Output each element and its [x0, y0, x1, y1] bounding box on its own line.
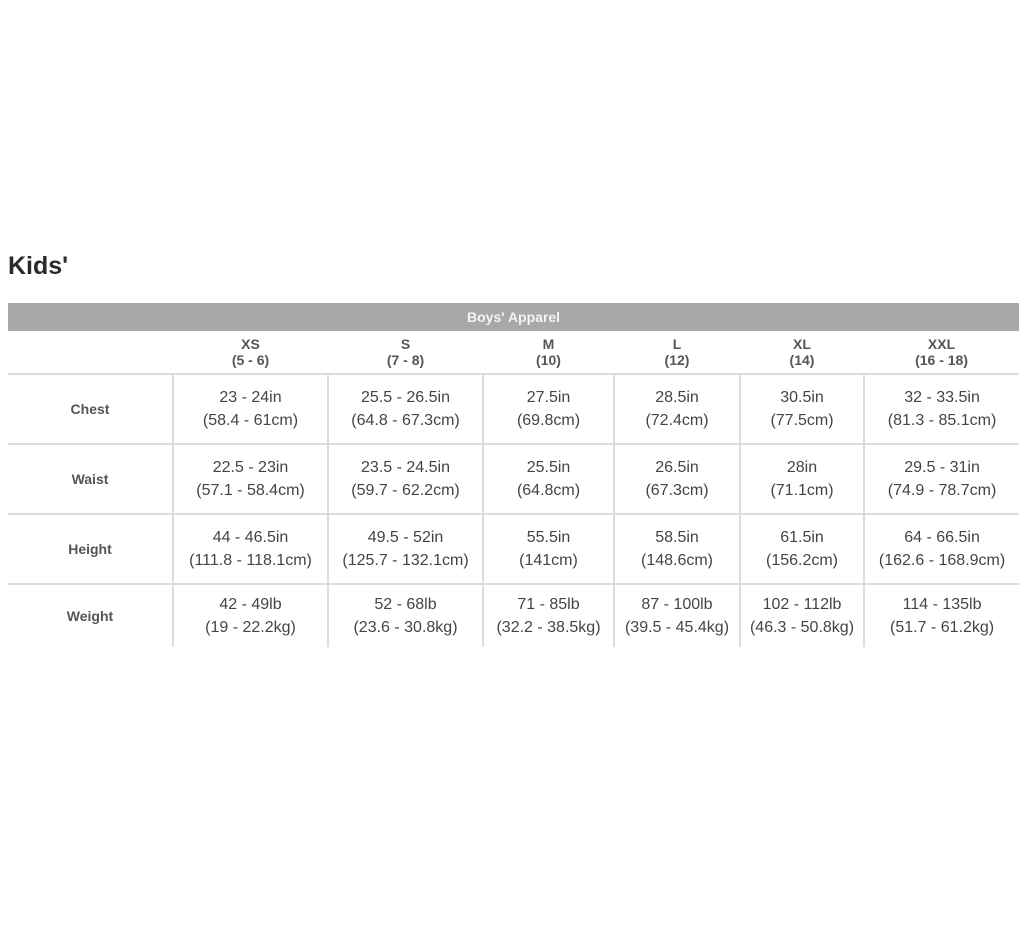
- imperial-value: 28in: [786, 459, 818, 476]
- metric-value: (71.1cm): [770, 482, 834, 499]
- imperial-value: 28.5in: [655, 389, 699, 406]
- size-header-xxl: [864, 331, 1019, 374]
- imperial-value: 52 - 68lb: [374, 596, 437, 613]
- size-header-m: [483, 331, 614, 374]
- imperial-value: 42 - 49lb: [219, 596, 282, 613]
- metric-value: (32.2 - 38.5kg): [496, 619, 601, 636]
- measurement-cell: [740, 444, 864, 514]
- page-title: Kids': [8, 252, 69, 280]
- imperial-value: 30.5in: [780, 389, 824, 406]
- metric-value: (67.3cm): [645, 482, 709, 499]
- table-banner: Boys' Apparel: [8, 303, 1019, 331]
- measurement-cell: [614, 584, 740, 647]
- imperial-value: 55.5in: [526, 529, 571, 546]
- size-age: (5 - 6): [231, 352, 270, 368]
- measurement-cell: [864, 584, 1019, 647]
- imperial-value: 25.5 - 26.5in: [361, 389, 450, 406]
- imperial-value: 61.5in: [780, 529, 824, 546]
- size-header-l: [614, 331, 740, 374]
- size-code: XXL: [927, 336, 956, 352]
- row-label: Chest: [8, 374, 173, 444]
- size-age: (14): [789, 352, 815, 368]
- size-code: L: [672, 336, 682, 352]
- size-header-xl: [740, 331, 864, 374]
- measurement-cell: [173, 444, 328, 514]
- metric-value: (39.5 - 45.4kg): [624, 619, 730, 636]
- size-header-row: [8, 331, 1019, 374]
- size-age: (12): [664, 352, 690, 368]
- measurement-cell: [483, 514, 614, 584]
- metric-value: (57.1 - 58.4cm): [196, 482, 305, 499]
- metric-value: (81.3 - 85.1cm): [887, 412, 997, 429]
- measurement-cell: [173, 584, 328, 647]
- measurement-cell: [483, 444, 614, 514]
- size-code: XL: [793, 336, 811, 352]
- row-label: Waist: [8, 444, 173, 514]
- metric-value: (19 - 22.2kg): [205, 619, 296, 636]
- table-row-chest: [8, 374, 1019, 444]
- size-chart-table: [8, 303, 1019, 647]
- size-code: S: [400, 336, 411, 352]
- metric-value: (148.6cm): [640, 552, 714, 569]
- size-age: (10): [536, 352, 561, 368]
- size-header-s: [328, 331, 483, 374]
- measurement-cell: [740, 374, 864, 444]
- measurement-cell: [740, 514, 864, 584]
- metric-value: (111.8 - 118.1cm): [189, 552, 312, 569]
- metric-value: (69.8cm): [516, 412, 581, 429]
- measurement-cell: [328, 444, 483, 514]
- metric-value: (72.4cm): [645, 412, 709, 429]
- imperial-value: 102 - 112lb: [762, 596, 842, 613]
- metric-value: (125.7 - 132.1cm): [342, 552, 469, 569]
- size-code: XS: [241, 336, 260, 352]
- measurement-cell: [328, 374, 483, 444]
- imperial-value: 64 - 66.5in: [904, 529, 980, 546]
- row-label: Height: [8, 514, 173, 584]
- metric-value: (141cm): [519, 552, 578, 569]
- measurement-cell: [614, 444, 740, 514]
- metric-value: (58.4 - 61cm): [202, 412, 299, 429]
- imperial-value: 87 - 100lb: [641, 596, 713, 613]
- imperial-value: 44 - 46.5in: [212, 529, 289, 546]
- metric-value: (64.8cm): [516, 482, 581, 499]
- table-banner-row: [8, 303, 1019, 331]
- measurement-cell: [173, 374, 328, 444]
- metric-value: (156.2cm): [765, 552, 839, 569]
- metric-value: (77.5cm): [770, 412, 834, 429]
- imperial-value: 25.5in: [526, 459, 571, 476]
- measurement-cell: [864, 444, 1019, 514]
- imperial-value: 23 - 24in: [219, 389, 282, 406]
- measurement-cell: [614, 514, 740, 584]
- metric-value: (51.7 - 61.2kg): [890, 619, 995, 636]
- metric-value: (162.6 - 168.9cm): [878, 552, 1006, 569]
- imperial-value: 49.5 - 52in: [367, 529, 444, 546]
- metric-value: (59.7 - 62.2cm): [351, 482, 460, 499]
- size-age: (7 - 8): [386, 352, 425, 368]
- size-header-xs: [173, 331, 328, 374]
- measurement-cell: [483, 584, 614, 647]
- measurement-cell: [864, 514, 1019, 584]
- measurement-cell: [483, 374, 614, 444]
- table-row-waist: [8, 444, 1019, 514]
- metric-value: (64.8 - 67.3cm): [351, 412, 460, 429]
- measurement-cell: [328, 514, 483, 584]
- table-row-height: [8, 514, 1019, 584]
- imperial-value: 114 - 135lb: [902, 596, 982, 613]
- imperial-value: 58.5in: [655, 529, 699, 546]
- measurement-cell: [864, 374, 1019, 444]
- header-corner: [8, 331, 173, 374]
- measurement-cell: [173, 514, 328, 584]
- metric-value: (46.3 - 50.8kg): [749, 619, 855, 636]
- imperial-value: 29.5 - 31in: [904, 459, 980, 476]
- size-code: M: [542, 336, 555, 352]
- metric-value: (23.6 - 30.8kg): [353, 619, 458, 636]
- measurement-cell: [328, 584, 483, 647]
- table-row-weight: [8, 584, 1019, 647]
- imperial-value: 22.5 - 23in: [212, 459, 289, 476]
- imperial-value: 32 - 33.5in: [904, 389, 980, 406]
- size-age: (16 - 18): [915, 352, 968, 368]
- measurement-cell: [614, 374, 740, 444]
- imperial-value: 71 - 85lb: [517, 596, 580, 613]
- measurement-cell: [740, 584, 864, 647]
- imperial-value: 26.5in: [655, 459, 699, 476]
- row-label: Weight: [66, 607, 114, 624]
- imperial-value: 27.5in: [526, 389, 571, 406]
- metric-value: (74.9 - 78.7cm): [887, 482, 997, 499]
- imperial-value: 23.5 - 24.5in: [361, 459, 450, 476]
